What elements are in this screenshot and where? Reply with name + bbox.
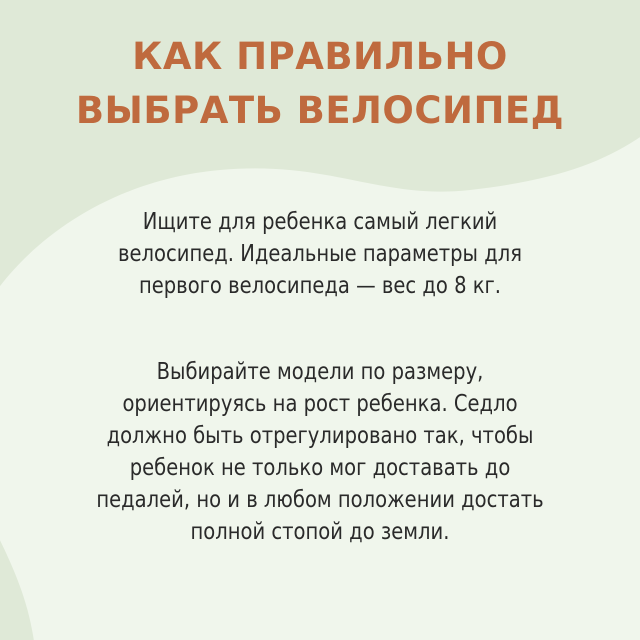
paragraph-size bbox=[82, 356, 558, 548]
page-title bbox=[0, 30, 640, 138]
paragraph-1-line-2: велосипед. Идеальные параметры для bbox=[117, 241, 522, 267]
title-line-1: КАК ПРАВИЛЬНО bbox=[132, 35, 508, 78]
paragraph-2-line-3: должно быть отрегулировано так, чтобы bbox=[106, 423, 534, 449]
paragraph-1-line-1: Ищите для ребенка самый легкий bbox=[142, 209, 498, 235]
paragraph-1-line-3: первого велосипеда — вес до 8 кг. bbox=[138, 273, 502, 299]
paragraph-2-line-4: ребенок не только мог доставать до bbox=[129, 455, 511, 481]
paragraph-weight bbox=[82, 206, 558, 302]
paragraph-2-line-2: ориентируясь на рост ребенка. Седло bbox=[122, 391, 518, 417]
title-line-2: ВЫБРАТЬ ВЕЛОСИПЕД bbox=[75, 89, 565, 132]
paragraph-2-line-1: Выбирайте модели по размеру, bbox=[156, 359, 484, 385]
paragraph-2-line-6: полной стопой до земли. bbox=[190, 519, 450, 545]
paragraph-2-line-5: педалей, но и в любом положении достать bbox=[96, 487, 544, 513]
